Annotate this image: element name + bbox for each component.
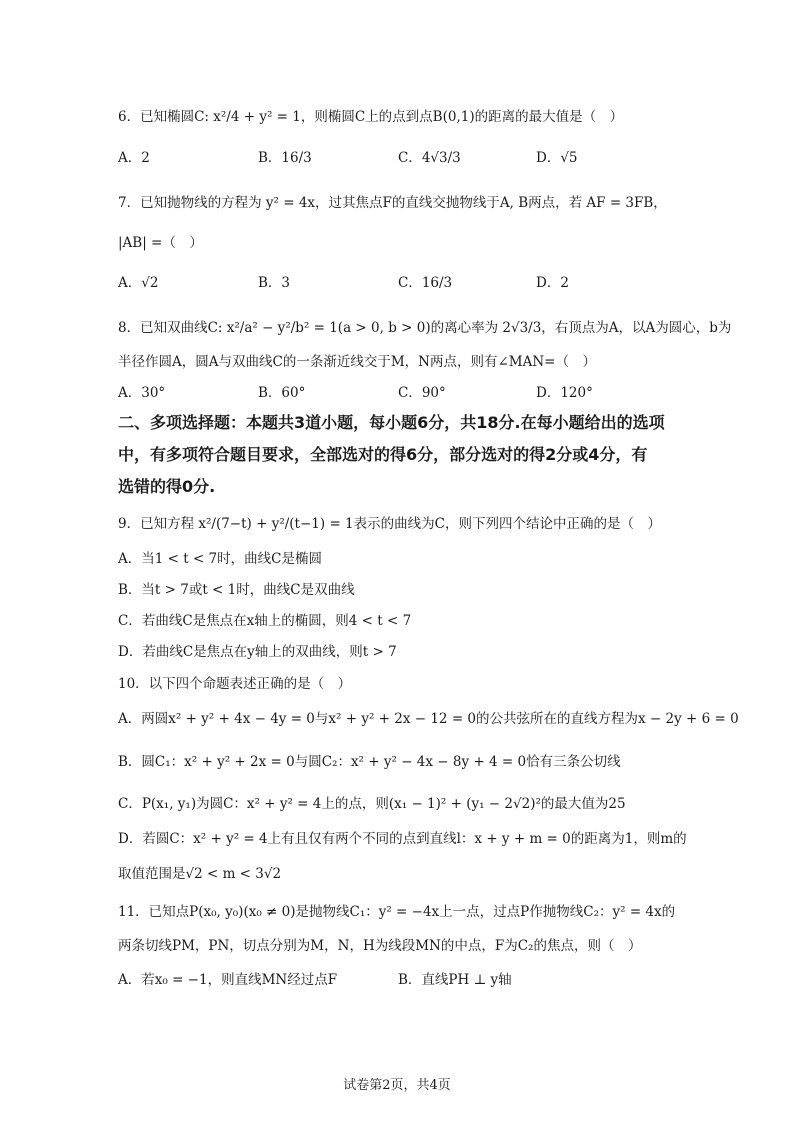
- question-9-option-c: C．若曲线C是焦点在x轴上的椭圆，则4 < t < 7: [118, 613, 412, 629]
- question-8: 8．已知双曲线C: x²/a² − y²/b² = 1(a > 0, b > 0)的离心率为 2√3/3，右顶点为A，以A为圆心，b为: [118, 320, 732, 336]
- option-a: A．若x₀ = −1，则直线MN经过点F: [118, 972, 338, 988]
- question-10: 10．以下四个命题表述正确的是（ ）: [118, 676, 352, 692]
- question-9-option-b: B．当t > 7或t < 1时，曲线C是双曲线: [118, 582, 355, 598]
- question-11-cont: 两条切线PM，PN，切点分别为M，N，H为线段MN的中点，F为C₂的焦点，则（ ）: [118, 938, 642, 954]
- option-a: A．√2: [118, 275, 159, 291]
- question-10-option-b: B．圆C₁：x² + y² + 2x = 0与圆C₂：x² + y² − 4x − 8y + 4 = 0恰有三条公切线: [118, 754, 621, 770]
- option-b: B．60°: [258, 385, 306, 401]
- option-b: B．16/3: [258, 150, 312, 166]
- question-9-option-d: D．若曲线C是焦点在y轴上的双曲线，则t > 7: [118, 644, 397, 660]
- question-9: 9．已知方程 x²/(7−t) + y²/(t−1) = 1表示的曲线为C，则下列四个结论中正确的是（ ）: [118, 516, 661, 532]
- question-7: 7．已知抛物线的方程为 y² = 4x，过其焦点F的直线交抛物线于A, B两点，若 AF = 3FB，: [118, 195, 667, 211]
- question-10-option-c: C．P(x₁, y₁)为圆C：x² + y² = 4上的点，则(x₁ − 1)² + (y₁ − 2√2)²的最大值为25: [118, 796, 626, 812]
- question-11: 11．已知点P(x₀, y₀)(x₀ ≠ 0)是抛物线C₁：y² = −4x上一点，过点P作抛物线C₂：y² = 4x的: [118, 904, 676, 920]
- question-8-cont: 半径作圆A，圆A与双曲线C的一条渐近线交于M，N两点，则有∠MAN=（ ）: [118, 354, 596, 370]
- section-heading-line-3: 选错的得0分.: [118, 477, 216, 496]
- option-a: A．2: [118, 150, 150, 166]
- option-b: B．3: [258, 275, 291, 291]
- option-d: D．√5: [536, 150, 578, 166]
- option-c: C．4√3/3: [398, 150, 461, 166]
- question-9-option-a: A．当1 < t < 7时，曲线C是椭圆: [118, 551, 322, 567]
- question-6: 6．已知椭圆C: x²/4 + y² = 1，则椭圆C上的点到点B(0,1)的距离的最大值是（ ）: [118, 109, 624, 125]
- option-b: B．直线PH ⊥ y轴: [398, 972, 512, 988]
- question-10-option-a: A．两圆x² + y² + 4x − 4y = 0与x² + y² + 2x − 12 = 0的公共弦所在的直线方程为x − 2y + 6 = 0: [118, 711, 739, 727]
- section-heading-line-2: 中，有多项符合题目要求，全部选对的得6分，部分选对的得2分或4分，有: [118, 445, 648, 464]
- option-d: D．120°: [536, 385, 593, 401]
- question-10-option-d-cont: 取值范围是√2 < m < 3√2: [118, 866, 282, 882]
- page-footer: 试卷第2页，共4页: [343, 1078, 451, 1093]
- question-10-option-d: D．若圆C：x² + y² = 4上有且仅有两个不同的点到直线l：x + y + m = 0的距离为1，则m的: [118, 831, 687, 847]
- option-c: C．16/3: [398, 275, 453, 291]
- section-heading-line-1: 二、多项选择题：本题共3道小题，每小题6分，共18分.在每小题给出的选项: [118, 413, 665, 432]
- option-c: C．90°: [398, 385, 446, 401]
- option-d: D．2: [536, 275, 569, 291]
- question-7-cont: |AB| =（ ）: [118, 235, 203, 251]
- option-a: A．30°: [118, 385, 166, 401]
